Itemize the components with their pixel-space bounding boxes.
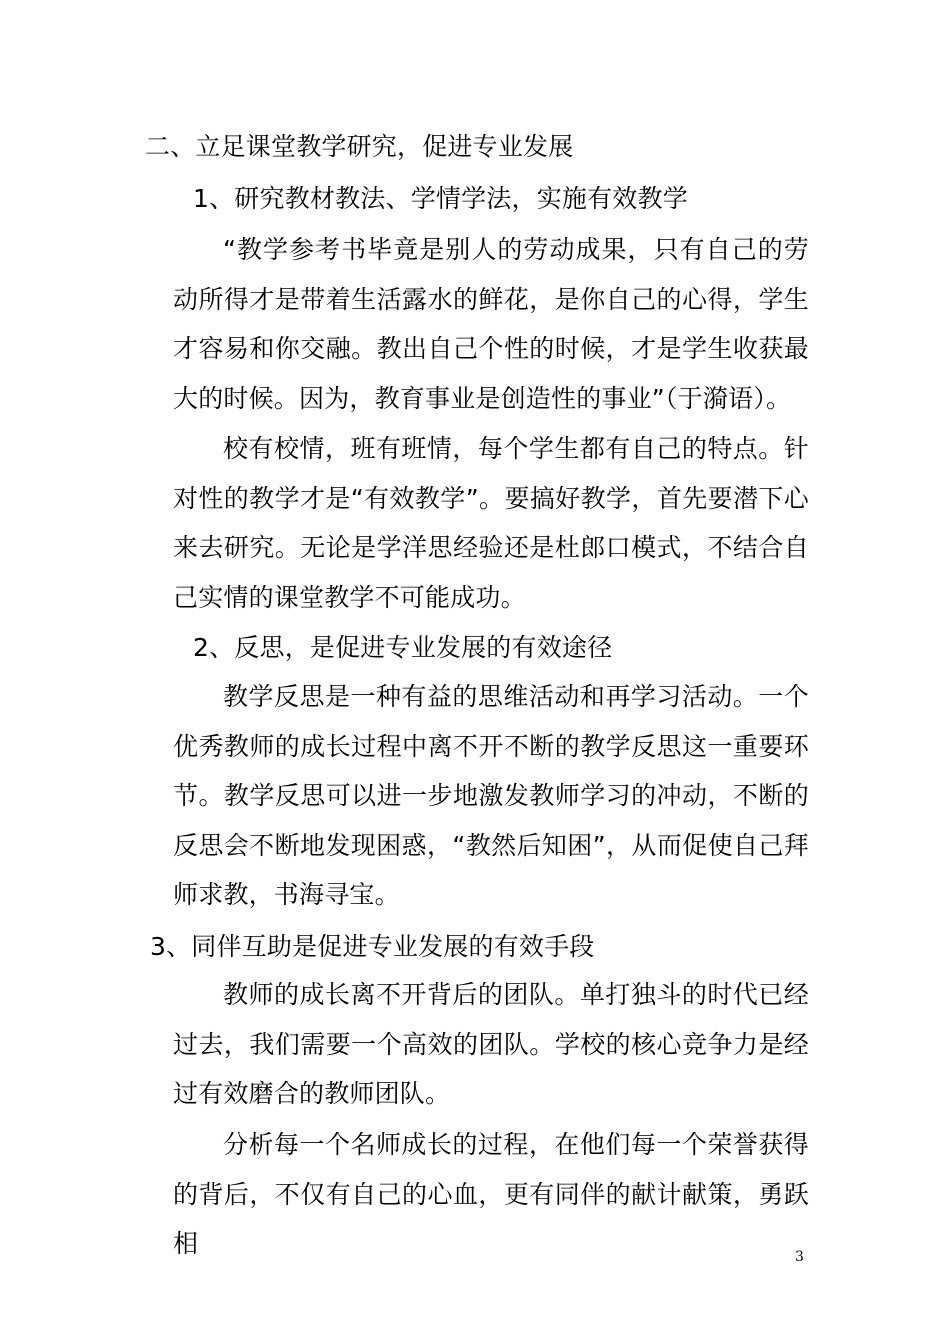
subsection-heading-2: 2、反思，是促进专业发展的有效途径 (193, 633, 613, 662)
paragraph-2: 校有校情，班有班情，每个学生都有自己的特点。针对性的教学才是“有效教学”。要搞好教学，首先要潜下心来去研究。无论是学洋思经验还是杜郎口模式，不结合自己实情的课堂教学不可能成功。 (173, 434, 809, 612)
section-heading: 二、立足课堂教学研究，促进专业发展 (145, 132, 574, 161)
paragraph-5: 分析每一个名师成长的过程，在他们每一个荣誉获得的背后，不仅有自己的心血，更有同伴的献计献策，勇跃相 (173, 1130, 809, 1258)
page-number: 3 (795, 1249, 804, 1265)
paragraph-4: 教师的成长离不开背后的团队。单打独斗的时代已经过去，我们需要一个高效的团队。学校的核心竞争力是经过有效磨合的教师团队。 (173, 980, 809, 1108)
paragraph-3: 教学反思是一种有益的思维活动和再学习活动。一个优秀教师的成长过程中离不开不断的教学反思这一重要环节。教学反思可以进一步地激发教师学习的冲动，不断的反思会不断地发现困惑，“教然后知困”，从而促使自己拜师求教，书海寻宝。 (173, 682, 809, 909)
subsection-heading-1: 1、研究教材教法、学情学法，实施有效教学 (193, 184, 688, 213)
subsection-heading-3: 3、同伴互助是促进专业发展的有效手段 (150, 932, 595, 961)
paragraph-1: “教学参考书毕竟是别人的劳动成果，只有自己的劳动所得才是带着生活露水的鲜花，是你自己的心得，学生才容易和你交融。教出自己个性的时候，才是学生收获最大的时候。因为，教育事业是创造性的事业”（于漪语）。 (173, 235, 809, 413)
